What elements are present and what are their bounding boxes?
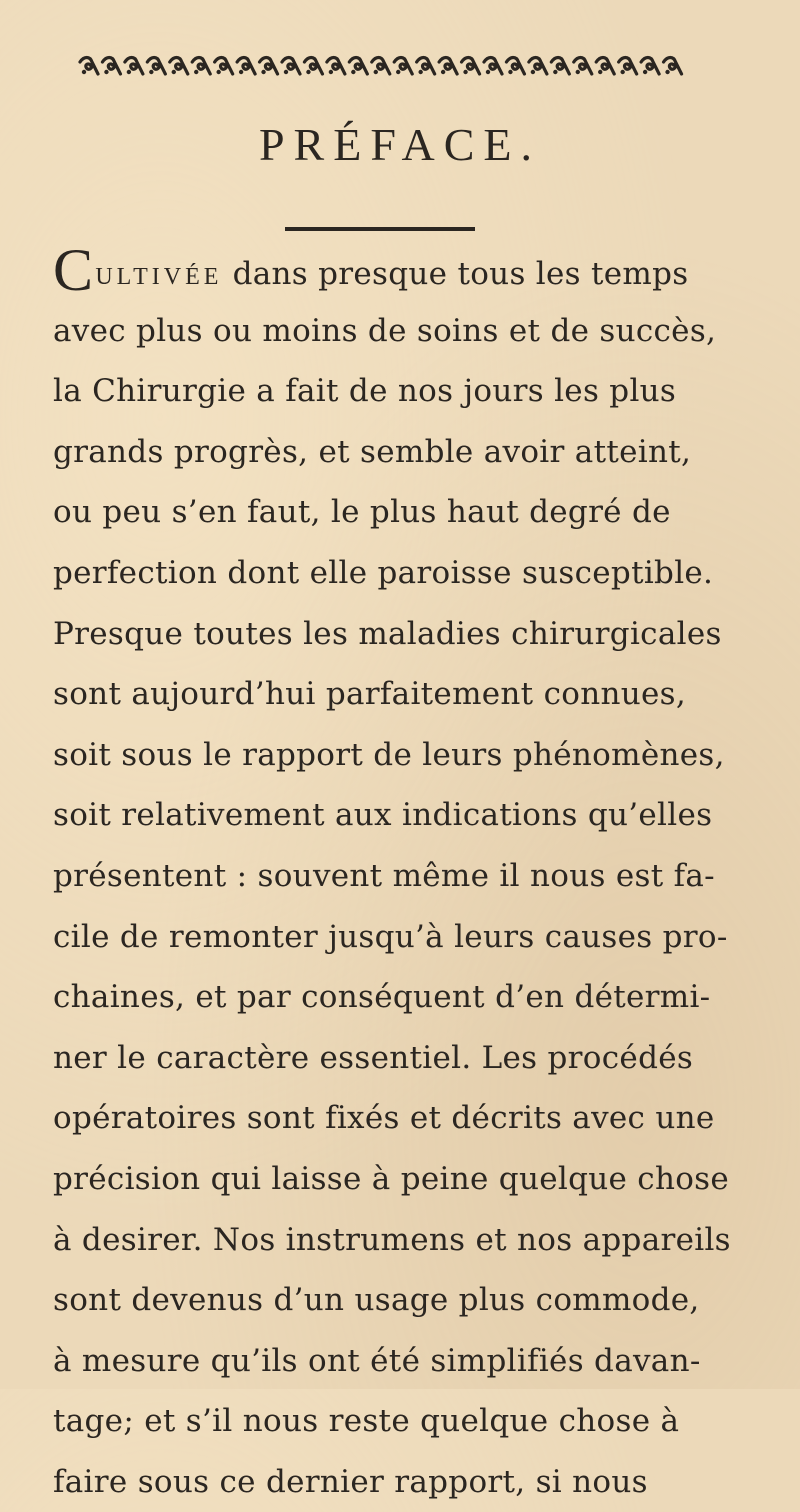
text-line: la Chirurgie a fait de nos jours les plus [53, 373, 677, 410]
ornament-motif [192, 58, 210, 75]
ornament-motif [506, 58, 524, 75]
ornament-motif [664, 58, 682, 75]
ornament-motif [282, 58, 300, 75]
text-line: soit relativement aux indications qu’elles [53, 797, 713, 834]
text-line: grands progrès, et semble avoir atteint, [53, 433, 692, 470]
ornament-motif [260, 58, 278, 75]
first-word-smallcaps: ULTIVÉE [95, 264, 223, 290]
ornament-motif [529, 58, 547, 75]
ornament-motif [237, 58, 255, 75]
text-line: chaines, et par conséquent d’en détermi- [53, 979, 711, 1016]
ornament-motif [596, 58, 614, 75]
text-line: précision qui laisse à peine quelque chose [53, 1160, 730, 1197]
ornament-motif [574, 58, 592, 75]
preface-text [53, 237, 773, 1512]
drop-cap: C [53, 237, 94, 303]
ornament-motif [215, 58, 233, 75]
ornament-motif [147, 58, 165, 75]
ornament-motif [304, 58, 322, 75]
ornament-motif [102, 58, 120, 75]
ornament-motif [394, 58, 412, 75]
page-title: PRÉFACE. [258, 119, 542, 170]
text-line: tage; et s’il nous reste quelque chose à [53, 1403, 680, 1440]
ornament-motif [439, 58, 457, 75]
text-line: opératoires sont fixés et décrits avec une [53, 1100, 715, 1137]
ornament-motif [125, 58, 143, 75]
text-line [53, 237, 773, 303]
ornament-motif [619, 58, 637, 75]
text-line: à mesure qu’ils ont été simplifiés davan- [53, 1342, 701, 1379]
text-line: ner le caractère essentiel. Les procédés [53, 1039, 694, 1076]
text-line: sont devenus d’un usage plus commode, [53, 1282, 700, 1319]
text-line: avec plus ou moins de soins et de succès, [53, 312, 717, 349]
title-rule [285, 227, 475, 231]
first-line-rest: dans presque tous les temps [222, 256, 689, 292]
ornament-motif [417, 58, 435, 75]
text-line: ou peu s’en faut, le plus haut degré de [53, 494, 671, 531]
text-line: faire sous ce dernier rapport, si nous [53, 1463, 648, 1500]
text-line: à desirer. Nos instrumens et nos appareils [53, 1221, 731, 1258]
text-line: soit sous le rapport de leurs phénomènes, [53, 736, 725, 773]
ornament-motif [327, 58, 345, 75]
ornament-motif [551, 58, 569, 75]
ornament-motif [170, 58, 188, 75]
ornament-motif [372, 58, 390, 75]
ornament-motif [641, 58, 659, 75]
text-line: présentent : souvent même il nous est fa- [53, 857, 715, 894]
ornament-motif [349, 58, 367, 75]
text-line: sont aujourd’hui parfaitement connues, [53, 676, 687, 713]
ornament-motif [80, 58, 98, 75]
ornament-motif [462, 58, 480, 75]
ornament-motif [484, 58, 502, 75]
text-line: Presque toutes les maladies chirurgicales [53, 615, 722, 652]
text-line: perfection dont elle paroisse susceptible. [53, 554, 714, 591]
text-line: cile de remonter jusqu’à leurs causes pro- [53, 918, 728, 955]
decorative-border-icon [78, 52, 684, 88]
